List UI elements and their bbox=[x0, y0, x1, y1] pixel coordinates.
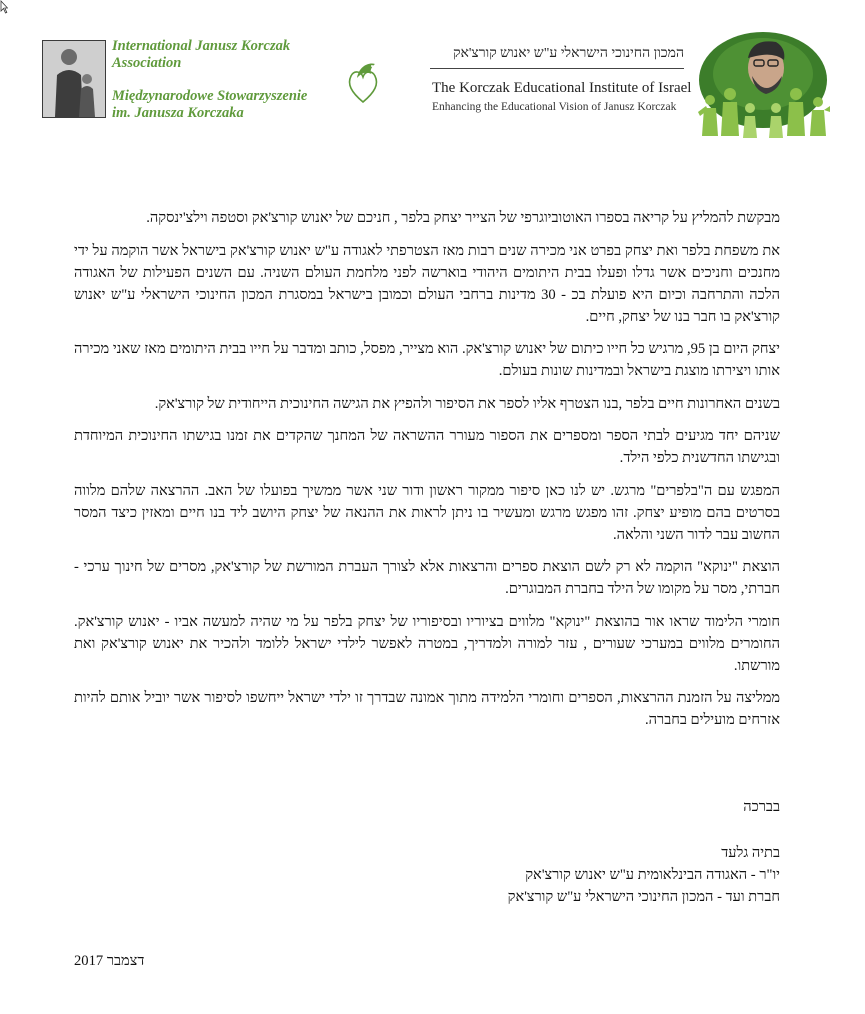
korczak-photo-logo bbox=[42, 40, 106, 118]
dove-heart-icon bbox=[345, 58, 381, 104]
letter-paragraph: יצחק היום בן 95, מרגיש כל חייו כיתום של יאנוש קורצ'אק. הוא מצייר, מפסל, כותב ומדבר על חייו בבית היתומים מאז שאני מכירה אותו ויצירתו מוצגת בישראל ובמדינות שונות בעולם. bbox=[74, 341, 780, 379]
association-name bbox=[112, 38, 352, 122]
letter-paragraph: הוצאת "ינוקא" הוקמה לא רק לשם הוצאת ספרים והרצאות אלא לצורך העברת המורשת של קורצ'אק, מסרים של חינוך ערכי - חברתי, מסר על מקומו של הילד בחברת המבוגרים. bbox=[74, 559, 780, 597]
letter-paragraph: שניהם יחד מגיעים לבתי הספר ומספרים את הספור מעורר ההשראה של המחנך שהקדים את זמנו בגישתו החינוכית המיוחדת ובגישתו החדשנית כלפי הילד. bbox=[74, 428, 780, 466]
letter-paragraph: חומרי הלימוד שראו אור בהוצאת "ינוקא" מלווים בציוריו ובסיפוריו של יצחק בלפר על מי שהיה למעשה אביו - יאנוש קורצ'אק. החומרים מלווים במערכי שעורים , עזר למורה ולמדריך, במטרה לאפשר לילדי ישראל ללומד ולהכיר את יאנוש קורצ'אק ואת מורשתו. bbox=[74, 613, 780, 674]
institute-hebrew-name: המכון החינוכי הישראלי ע"ש יאנוש קורצ'אק bbox=[452, 46, 684, 61]
signer-title-1: יו"ר - האגודה הבינלאומית ע"ש יאנוש קורצ'אק bbox=[525, 867, 780, 883]
signer-title-2: חברת ועד - המכון החינוכי הישראלי ע"ש קורצ'אק bbox=[507, 889, 780, 905]
letter-body bbox=[74, 207, 780, 742]
institute-divider bbox=[430, 68, 684, 69]
institute-english-name: The Korczak Educational Institute of Israel bbox=[432, 80, 692, 96]
signature-block bbox=[380, 842, 780, 908]
letter-date: דצמבר 2017 bbox=[74, 953, 145, 969]
letter-paragraph: מבקשת להמליץ על קריאה בספרו האוטוביוגרפי של הצייר יצחק בלפר , חניכם של יאנוש קורצ'אק וסטפה וילצ'ינסקה. bbox=[146, 210, 780, 226]
association-name-line2: Association bbox=[112, 55, 182, 71]
letter-closing: בברכה bbox=[743, 799, 780, 815]
institute-tagline: Enhancing the Educational Vision of Janusz Korczak bbox=[432, 101, 677, 113]
letter-paragraph: את משפחת בלפר ואת יצחק בפרט אני מכירה שנים רבות מאז הצטרפתי לאגודה ע"ש יאנוש קורצ'אק בישראל אשר הוקמה על ידי מחנכים וחניכים אשר גדלו ופעלו בבית היתומים היהודי בוארשה לפני מלחמת העולם השניה. עם השנים הפעילות של האגודה הלכה והתרחבה וכיום היא פועלת בכ - 30 מדינות ברחבי העולם וכמובן בישראל במסגרת המכון החינוכי הישראלי ע"ש יאנוש קורצ'אק בו חבר בנו של יצחק, חיים. bbox=[74, 242, 781, 325]
signer-name: בתיה גלעד bbox=[721, 845, 780, 861]
association-name-line3: Międzynarodowe Stowarzyszenie bbox=[112, 88, 308, 104]
association-name-line4: im. Janusza Korczaka bbox=[112, 105, 244, 121]
letter-paragraph: בשנים האחרונות חיים בלפר ,בנו הצטרף אליו לספר את הסיפור ולהפיץ את הגישה החינוכית הייחודית של קורצ'אק. bbox=[154, 395, 780, 412]
institute-logo bbox=[696, 30, 830, 138]
letter-paragraph: המפגש עם ה"בלפרים" מרגש. יש לנו כאן סיפור ממקור ראשון ודור שני אשר ממשיך בפועלו של האב. ההרצאה שלהם מלווה בסרטים בהם מופיע יצחק. זהו מפגש מרגש ומעשיר בו ניתן לראות את ההנאה של יצחק היושב ליד בנו חיים ומאזין כיצד המסר החשוב עבר לדור השני והלאה. bbox=[74, 482, 780, 543]
letter-paragraph: ממליצה על הזמנת ההרצאות, הספרים וחומרי הלמידה מתוך אמונה שבדרך זו ילדי ישראל ייחשפו לסיפור אשר יוביל אותם להיות אזרחים מועילים בחברה. bbox=[74, 690, 780, 728]
mouse-cursor-icon bbox=[0, 0, 8, 14]
association-name-line1: International Janusz Korczak bbox=[112, 38, 291, 54]
